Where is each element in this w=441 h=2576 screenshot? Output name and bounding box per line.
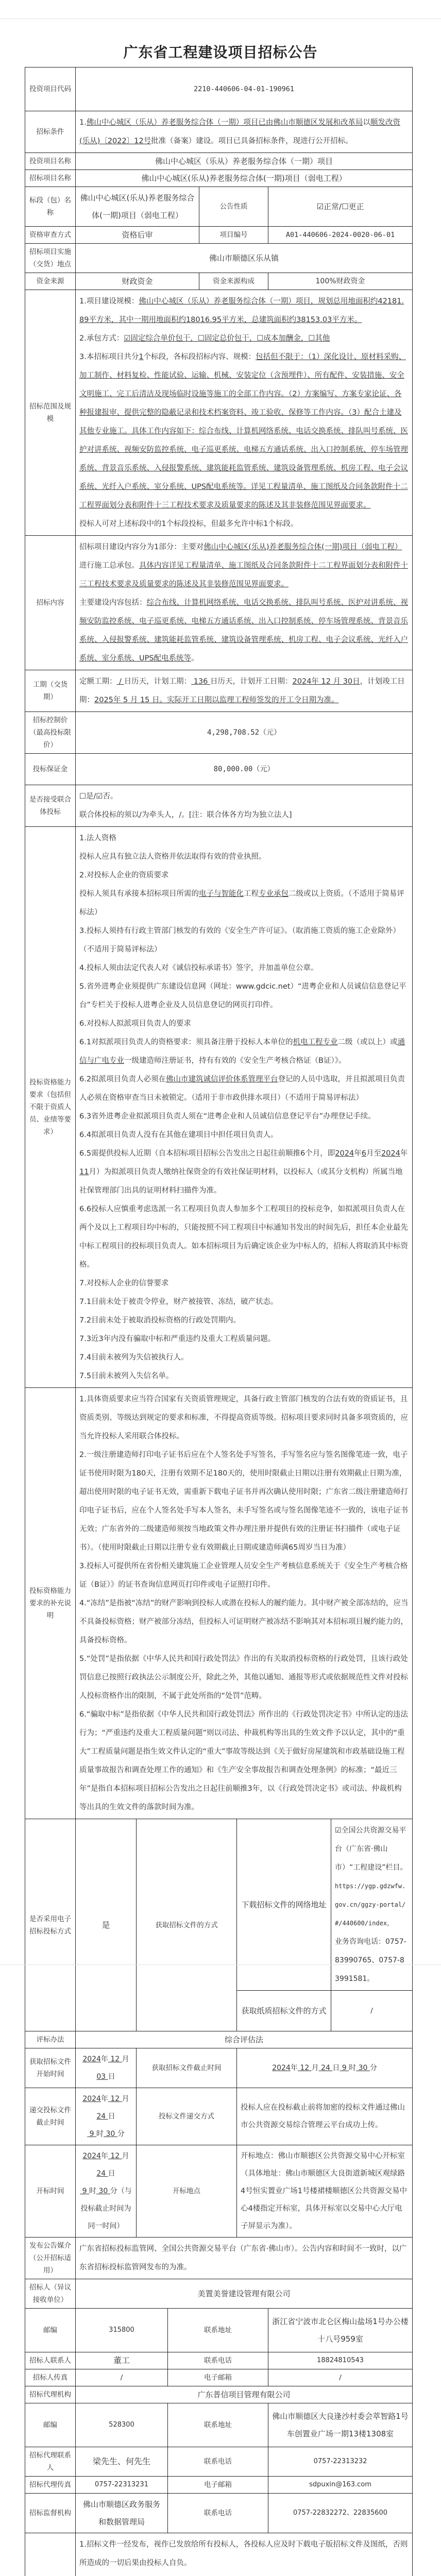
label: 招标项目实施（交货）地点 [25,244,76,273]
text: 日 [108,2170,115,2178]
text: 月 [122,2152,129,2160]
tenderer-contact-value: 董工 [76,2352,168,2369]
investment-name-value: 佛山中心城区（乐从）养老服务综合体（一期）项目 [76,153,413,170]
tenderer-value: 美置美誉建设管理有限公司 [76,2279,413,2309]
text: 日 [108,2112,115,2121]
text: 24 [319,2064,333,2072]
text: 机电工程专业 [293,1038,338,1046]
text: 30 [96,2187,110,2195]
text: 2025年 5 月 15 日。实际开工日期以监理工程师签发的开工令日期为准。 [94,696,339,704]
text: 24 [96,2112,108,2121]
tenderer-email-label: 电子邮箱 [168,2369,268,2386]
text: 专业承包 [259,890,289,898]
label: 投资项目名称 [25,153,76,170]
paragraph: 5.省外进粤企业须提供广东建设信息网（网址：www.gdcic.net）“进粤企业和人员诚信信息登记平台”专栏关于投标人进粤企业及人员信息登记的网页打印件。 [79,977,409,1014]
agency-fax-value: 0757-22313231 [76,2477,168,2494]
text: 年 [354,1149,362,1158]
label: 招标内容 [25,536,76,670]
doc-start-value [76,2048,137,2088]
label: 招标代理传真 [25,2477,76,2494]
row-opening [25,2145,413,2238]
agency-phone-label: 联系电话 [168,2447,268,2477]
text: 具体内容详见工程量清单、施工图纸及合同条款附件十二工程界面划分表和附件十三工程技术要求及质量要求的陈述及其非装修范围见界面要求。 [79,562,408,588]
row-section-name [25,187,413,227]
supervisor-phone-value: 0757-22832272、22835600 [268,2494,413,2533]
period-value [76,670,413,712]
tenderer-phone-value: 18824810543 [268,2352,413,2369]
paragraph: 6.3省外进粤企业拟派项目负责人须在“进粤企业和人员诚信信息登记平台”办理登记手续。 [79,1107,409,1126]
paragraph: 7.5目前未被列入失信名单。 [79,1367,409,1385]
row-supplement [25,1388,413,1819]
tenderer-post-value: 315800 [76,2309,168,2352]
agency-contact-value: 梁先生、何先生 [76,2447,168,2477]
nature-label: 公告性质 [199,187,268,227]
text: 通信与广电专业 [79,1038,405,1065]
tenderer-fax-value: / [76,2369,168,2386]
text: 二级（或以上）或 [338,1038,398,1046]
paper-label: 获取纸质招标文件的方式 [237,1991,331,2031]
text: 一级建造师注册证书，持有有效的《安全生产考核合格证（B证）》。 [124,1057,346,1065]
paragraph: 4.“冻结”是指被“冻结”的财产影响到投标人或潜在投标人的履约能力。其中财产被全部冻结的，应当不具备投标资格；财产被部分冻结，但投标人可证明财产被冻结不影响其对本招标项目履约能力的，具备投标资格。 [79,1594,409,1650]
label: 招标代理机构 [25,2386,76,2403]
page-title: 广东省工程建设项目招标公告 [0,41,441,62]
paragraph: 3.投标人须持有行政主管部门核发的有效的《安全生产许可证》。（取消施工资质的施工企业除外）（不适用于简易评标法） [79,922,409,959]
row-deposit [25,754,413,785]
row-investment-name [25,153,413,170]
text: 时 [349,2064,356,2072]
text: 佛山中心城区（乐从）养老服务综合体（一期）项目，规划总用地面积约42181.89平方米，其中一期用地面积约18016.95平方米，总建筑面积约38153.03平方米。 [79,297,404,324]
project-name-value: 佛山中心城区(乐从)养老服务综合体(一期)项目（弱电工程） [76,170,413,187]
text: 12 [298,2064,312,2072]
text: 佛山市建筑诚信评价体系管理平台 [166,1075,278,1083]
text: 进行施工总承包。 [79,562,139,570]
row-tenderer-post [25,2309,413,2352]
label: 获取招标文件开始时间 [25,2048,76,2088]
submit-method-label: 投标文件递交方式 [137,2088,237,2145]
label: 资金来源 [25,273,76,290]
label: 招标人传真 [25,2369,76,2386]
text: 9 [340,2064,349,2072]
q2-line [79,885,409,922]
text: 综合布线、计算机网络系统、电话交换系统、排队叫号系统、医护对讲系统、视频安防监控系统、电子巡更系统、电梯五方通话系统、出入口控制系统、停车场管理系统、背景音乐系统、入侵报警系统、建筑能耗监管系统、建筑设备管理系统、机房工程、电子会议系统、光纤入户系统、室分系统、UPS配电系统等 [79,599,408,663]
scope-p4: 投标人可对上述标段中的1个标段投标，但最多允许中标1个标段。 [79,515,409,533]
text: 3.本招标项目共分 [79,353,139,361]
text: 12 [108,2152,122,2160]
text: 6.5需提供投标人近期（自本招标项目招标公告发出之日起往前顺推6个月，即 [79,1149,335,1158]
row-qualification [25,827,413,1388]
method-label: 获取招标文件的方式 [137,1819,237,2031]
text: 30 [104,2130,117,2138]
text: 1.项目建设规模： [79,297,139,306]
submit-method-value: 投标人应在投标截止前将加密的投标文件通过佛山市公共资源交易综合管理云平台成功上传。 [237,2088,413,2145]
row-scope [25,290,413,536]
scope-p1 [79,292,409,329]
agency-email-value[interactable]: sdpuxin@163.com [268,2477,413,2494]
text: 招标项目建设内容分为1部分：主要对 [79,543,203,551]
paragraph: 6.4拟派项目负责人没有在其他在建项目中担任项目负责人。 [79,1126,409,1144]
qualification-lines [79,829,409,885]
label: 投标资格能力要求的补充说明 [25,1388,76,1819]
row-conditions [25,111,413,153]
text: 6.1对拟派项目负责人的资格要求：须具备注册于投标人本单位的 [79,1038,293,1046]
text: 日 [332,2064,340,2072]
funds-value: 财政资金 [76,273,199,290]
qualification-value [76,827,413,1388]
text: 年 [101,2152,108,2160]
text: 2024 [381,1149,400,1158]
row-media [25,2238,413,2279]
row-doc-start [25,2048,413,2088]
agency-phone-value: 0757-22313232 [268,2447,413,2477]
row-tenderer-contact [25,2352,413,2369]
text: / [117,677,124,686]
paragraph: 7.对投标人企业的信誉要求 [79,1274,409,1293]
label: 招标代理联系人 [25,2447,76,2477]
text: ，计划竣工日期： [79,677,405,704]
tenderer-email-value: / [268,2369,413,2386]
text: 分（与投标截止时间为同一时间） [81,2187,132,2230]
text: 11 [79,1168,89,1176]
row-submit [25,2088,413,2145]
label [25,2533,76,2576]
text: ☐是/☑否。 [79,787,409,806]
q62-line [79,1070,409,1107]
text: 月至 [366,1149,381,1158]
row-funds [25,273,413,290]
paragraph: 2.对投标人企业的资质要求 [79,866,409,885]
electronic-value: 是 [76,1819,137,2031]
label: 投标保证金 [25,754,76,785]
media-value: 广东省招标投标监管网、全国公共资源交易平台（广东省·佛山市）。公告内容和时间不一致时，以广东省招标投标监管网发布的为准。 [76,2238,413,2279]
text: ☑固定综合单价包干，☐固定总价包干，☐成本加酬金，☐其他 [124,334,330,343]
q61-line [79,1033,409,1070]
consortium-value [76,785,413,827]
text: 时 [96,2130,104,2138]
price-value: 4,298,708.52（元） [76,712,413,754]
text: 12 [108,2095,122,2103]
text: 批准（备案）建设。项目已具备招标条件，现进行公开招标。 [151,137,353,145]
row-price [25,712,413,754]
paragraph: 6.“骗取中标”是指依据《中华人民共和国行政处罚法》所作出的《行政处罚决定书》中所认定的违法行为；“严重违约及重大工程质量问题”则以司法、仲裁机构等出具的生效文件予以认定，其中的“重大”工程质量问题是指生效文件认定的“重大”事故等级达到《关于做好房屋建筑和市政基础设施工程质量事故报告和调查处理工作的通知》和《生产安全事故报告和调查处理条例》的标准；“最近三年”是指自本招标项目招标公告发出之日起往前顺推3年，以《行政处罚决定书》或司法、仲裁机构等出具的生效文件的落款时间为准。 [79,1705,409,1817]
text: 9 [87,2130,96,2138]
label: 招标监督机构 [25,2494,76,2533]
row-project-name [25,170,413,187]
location-value: 佛山市顺德区乐从镇 [76,244,413,273]
text: 登记的人员中选取，并且拟派项目负责人必须在资格审查当日未被锁定。（适用于非市政供排水项目）（不适用于简易评标法） [79,1075,405,1102]
paragraph: 1.招标文件一经发布，视作已发放给所有投标人，各投标人应及时下载电子版招标文件及图纸，否则所造成的一切后果由投标人自负。 [79,2535,409,2572]
content-value [76,536,413,670]
text: 月）为拟派项目负责人缴纳社保资金的有效社保证明材料，以投标人（或其分支机构）所属当地社保管理部门出具的证明材料扫描件为准。 [79,1168,402,1195]
opening-value [76,2145,137,2238]
label: 资格审查方式 [25,227,76,244]
text: 投标人须具有承接本招标项目所需的 [79,890,199,898]
text: 业务咨询电话：0757-83990765、0757-83991581。 [335,1933,409,1988]
text: 佛山市顺德区发展和改革局 [273,118,363,127]
doc-end-value [237,2048,413,2088]
text: 定额工期： [79,677,117,686]
supplement-lines [79,1390,409,1817]
text: 30 [356,2064,370,2072]
other-value [76,2533,413,2576]
deposit-value: 80,000.00（元） [76,754,413,785]
paragraph: 1.法人资格 [79,829,409,848]
label: 工期（交货期） [25,670,76,712]
text: 2024 [82,2055,101,2063]
text: 。 [191,654,199,663]
investment-code-value: 2210-440606-04-01-190961 [76,67,413,111]
label: 投标资格能力要求（包括但不限于资质人员、业绩等要求） [25,827,76,1388]
text: 2.承包方式： [79,334,124,343]
label: 招标项目名称 [25,170,76,187]
text: 月 [122,2095,129,2103]
text: 年 [400,1149,408,1158]
row-location [25,244,413,273]
text: 分 [117,2130,125,2138]
text: 佛山中心城区（乐从）养老服务综合体（一期）项目已由 [87,118,274,127]
text: 1 [139,353,143,361]
url-label: 下载招标文件的网络地址 [237,1819,331,1991]
other-lines [79,2535,409,2576]
tenderer-addr-value: 浙江省宁波市北仑区梅山盐场1号办公楼十八号959室 [268,2309,413,2352]
label: 评标办法 [25,2031,76,2048]
label: 招标人（异议接收单位） [25,2279,76,2309]
paragraph: 4.投标人须由法定代表人对《诚信投标承诺书》签字，并加盖单位公章。 [79,959,409,977]
row-other [25,2533,413,2576]
review-value: 资格后审 [76,227,199,244]
announcement-table [25,67,413,2576]
text: 2024 [82,2152,101,2160]
supervisor-phone-label: 联系电话 [168,2494,268,2533]
label: 投资项目代码 [25,67,76,111]
paragraph [79,2572,409,2576]
paragraph: 6.6投标人应慎重考虑选派一名工程项目负责人参加多个工程项目的投标竞争，如拟派项目负责人在两个及以上工程项目均中标的，只能按照不同工程项目中标通知书发出的时间先后，担任本企业最先中标工程项目的投标项目负责人。如本招标项目为后确定该企业为中标人的，招标人将取消其中标资格。 [79,1200,409,1274]
row-tenderer-fax [25,2369,413,2386]
text: 6 [362,1149,366,1158]
label: 招标范围及规模 [25,290,76,536]
row-agency-fax [25,2477,413,2494]
text: 年 [101,2095,108,2103]
scope-p2 [79,329,409,348]
text: 电子与智能化 [199,890,244,898]
text: 二级或以上资质。（不适用于简易评标法） [79,890,404,917]
paragraph: 6.对投标人拟派项目负责人的要求 [79,1014,409,1033]
text: 顺发改资(乐从)〔2022〕12号 [79,118,400,145]
paragraph: 7.1目前未处于被责令停业，财产被接管、冻结，破产状态。 [79,1293,409,1311]
text: 工程 [244,890,259,898]
row-consortium [25,785,413,827]
text: 日历天，计划工期： [124,677,192,686]
text: 2024 [272,2064,291,2072]
funds-comp-label: 资金来源构成 [199,273,268,290]
paragraph: 5.“处罚”是指依据《中华人民共和国行政处罚法》作出的有关取消投标资格的行政处罚，且该行政处罚信息已按照行政执法公示制度公开，除此之外，其他以通知、通报等形式或依据规范性文件对投标人投标资格作出的限制，不属于此处所指的“处罚”范畴。 [79,1650,409,1705]
row-agency [25,2386,413,2403]
row-content [25,536,413,670]
qualification-lines3 [79,1107,409,1144]
text: 6.2拟派项目负责人必须在 [79,1075,166,1083]
text: 日 [108,2073,115,2081]
doc-end-label: 获取招标文件截止时间 [137,2048,237,2088]
text: 136 [191,677,210,686]
text: 日历天，计划开工日期： [210,677,293,686]
row-agency-post [25,2403,413,2447]
text: 联合体投标的须以/为牵头人，/。[注：联合体各方均为独立法人] [79,806,409,824]
paragraph: 2.一级注册建造师打印电子证书后应在个人签名处手写签名，手写签名应与签名图像笔迹一致，电子证书使用时限为180天，注册有效期不足180天的，使用时限截止日期以注册有效期截止日期为准，超出使用时限的电子证书无效，需重新下载电子证书并再次确认使用时限；广东省二级注册建造师打印电子证书后，应在个人签名处手写本人签名，未手写签名或与签名图像笔迹不一致的，该电子证书无效；广东省外的二级建造师须按当地政策文件办理注册并提供有效的注册证书扫描件（或电子证书）。（使用时限截止日期以注册专业有效期截止日期或建造师满65周岁当日为准） [79,1446,409,1557]
text: 以 [363,118,370,127]
row-supervisor [25,2494,413,2533]
opening-place-label: 开标地点 [137,2145,237,2238]
label: 是否采用电子招标投标方式 [25,1819,76,2031]
paragraph: 3.投标人可提供所在省份相关建筑施工企业管理人员安全生产考核信息系统关于《安全生产考核合格证（B证）》的证书查询信息网页打印件或电子证照打印件。 [79,1557,409,1594]
qualification-lines4 [79,1200,409,1385]
q65-line [79,1144,409,1200]
tenderer-phone-label: 联系电话 [168,2352,268,2369]
text: 12 [108,2055,122,2063]
section-name-value: 佛山中心城区(乐从)养老服务综合体(一期)项目（弱电工程） [76,187,199,227]
content-p1 [79,538,409,594]
supplement-value [76,1388,413,1819]
row-investment-code [25,67,413,111]
conditions-value [76,111,413,153]
row-agency-contact [25,2447,413,2477]
content-p2 [79,594,409,668]
agency-addr-label: 联系地址 [168,2403,268,2447]
text: 年 [101,2055,108,2063]
project-code-value: A01-440606-2024-0020-06-01 [268,227,413,244]
text: 时 [89,2187,96,2195]
label: 邮编 [25,2309,76,2352]
paragraph: 7.2目前未处于被取消投标资格的行政处罚期内。 [79,1311,409,1330]
evaluation-value: 综合评估法 [76,2031,413,2048]
agency-value: 广东普信项目管理有限公司 [76,2386,413,2403]
nature-value: ☑正常/☐更正 [268,187,413,227]
tenderer-addr-label: 联系地址 [168,2309,268,2352]
label: 招标人联系人 [25,2352,76,2369]
row-tenderer [25,2279,413,2309]
submit-value [76,2088,137,2145]
label: 招标控制价（最高投标限价） [25,712,76,754]
label: 招标条件 [25,111,76,153]
text: 24 [96,2170,108,2178]
paragraph: 7.3近3年内没有骗取中标和严重违约及重大工程质量问题。 [79,1330,409,1348]
qualification-lines2 [79,922,409,1033]
bottom-divider [0,1964,441,1965]
text: 分 [370,2064,377,2072]
label: 标段（包）名称 [25,187,76,227]
label: 邮编 [25,2403,76,2447]
agency-email-label: 电子邮箱 [168,2477,268,2494]
funds-comp-value: 100%财政资金 [268,273,413,290]
paper-value: / [331,1991,413,2031]
label: 递交投标文件截止时间 [25,2088,76,2145]
agency-post-value: 528300 [76,2403,168,2447]
row-period [25,670,413,712]
scope-value [76,290,413,536]
text: 9 [80,2187,89,2195]
text: 年 [291,2064,298,2072]
row-review [25,227,413,244]
text: 包括但不限于：（1）深化设计、原材料采购、加工制作、材料复检、性能试验、运输、机械、安装定位（含预埋件）、所有配件、安装措施、安全文明施工、完工后清洁及现场临时设施等施工的全部工作内容。（2）方案编写、方案专家论证、各种报建报审、提供完整的隐蔽记录和技术档案资料、竣工验收、保修等工作内容。（3）配合土建及其他专业施工。具体工作内容如下：综合布线、计算机网络系统、电话交换系统、排队叫号系统、医护对讲系统、视频安防监控系统、电子巡更系统、电梯五方通话系统、出入口控制系统、停车场管理系统、背景音乐系统、入侵报警系统、建筑能耗监管系统、建筑设备管理系统、机房工程、电子会议系统、光纤入户系统、室分系统、UPS配电系统等。详见工程量清单、施工图纸及合同条款附件十二工程界面划分表和附件十三工程技术要求及质量要求的陈述及其非装修范围见界面要求。 [79,353,408,510]
text: 个标段，各标段招标内容、规模： [144,353,256,361]
text: 主要建设内容包括： [79,599,147,607]
project-code-label: 项目编号 [199,227,268,244]
label: 开标时间 [25,2145,76,2238]
download-link[interactable]: https://ygp.gdzwfw.gov.cn/ggzy-portal/#/440600/index， [335,1877,409,1933]
text: ☑全国公共资源交易平台（广东省·佛山市）“工程建设”栏目。 [335,1821,409,1877]
text: 月 [122,2055,129,2063]
paragraph: 投标人应具有独立法人资格并依法取得有效的营业执照。 [79,848,409,866]
agency-addr-value: 佛山市顺德区大良逢沙村委会萃智路1号车创置业广场一期13楼1308室 [268,2403,413,2447]
label: 发布公告媒介（公开招标适用） [25,2238,76,2279]
paragraph: 7.4目前未被列为失信被执行人。 [79,1348,409,1367]
text: 月 [312,2064,319,2072]
opening-place-value: 开标地点：佛山市顺德区公共资源交易中心开标室（具体地址：佛山市顺德区大良街道新城区观绿路4号恒实置业广场1号楼裙楼顺德区公共资源交易中心4楼指定开标室，具体开标室以交易中心大厅电子屏显示为准）。 [237,2145,413,2238]
supervisor-value: 佛山市顺德区政务服务和数据管理局 [76,2494,168,2533]
text: 2024 [335,1149,354,1158]
row-evaluation [25,2031,413,2048]
text: 1. [79,118,87,127]
text: 03 [96,2073,108,2081]
paragraph: 1.具体资质要求应当符合国家有关资质管理规定，具备行政主管部门核发的合法有效的资质证书，且资质类别、等级达到规定的要求和标准，不得提高资质等级。招标项目要求同时具备多项资质的，应当允许投标人采用联合体投标。 [79,1390,409,1446]
text: 2024 [82,2095,101,2103]
text: 佛山中心城区(乐从)养老服务综合体(一期)项目（弱电工程） [203,543,402,551]
text: 2024年 12 月 30日 [293,677,360,686]
label: 是否接受联合体投标 [25,785,76,827]
scope-p3 [79,348,409,515]
